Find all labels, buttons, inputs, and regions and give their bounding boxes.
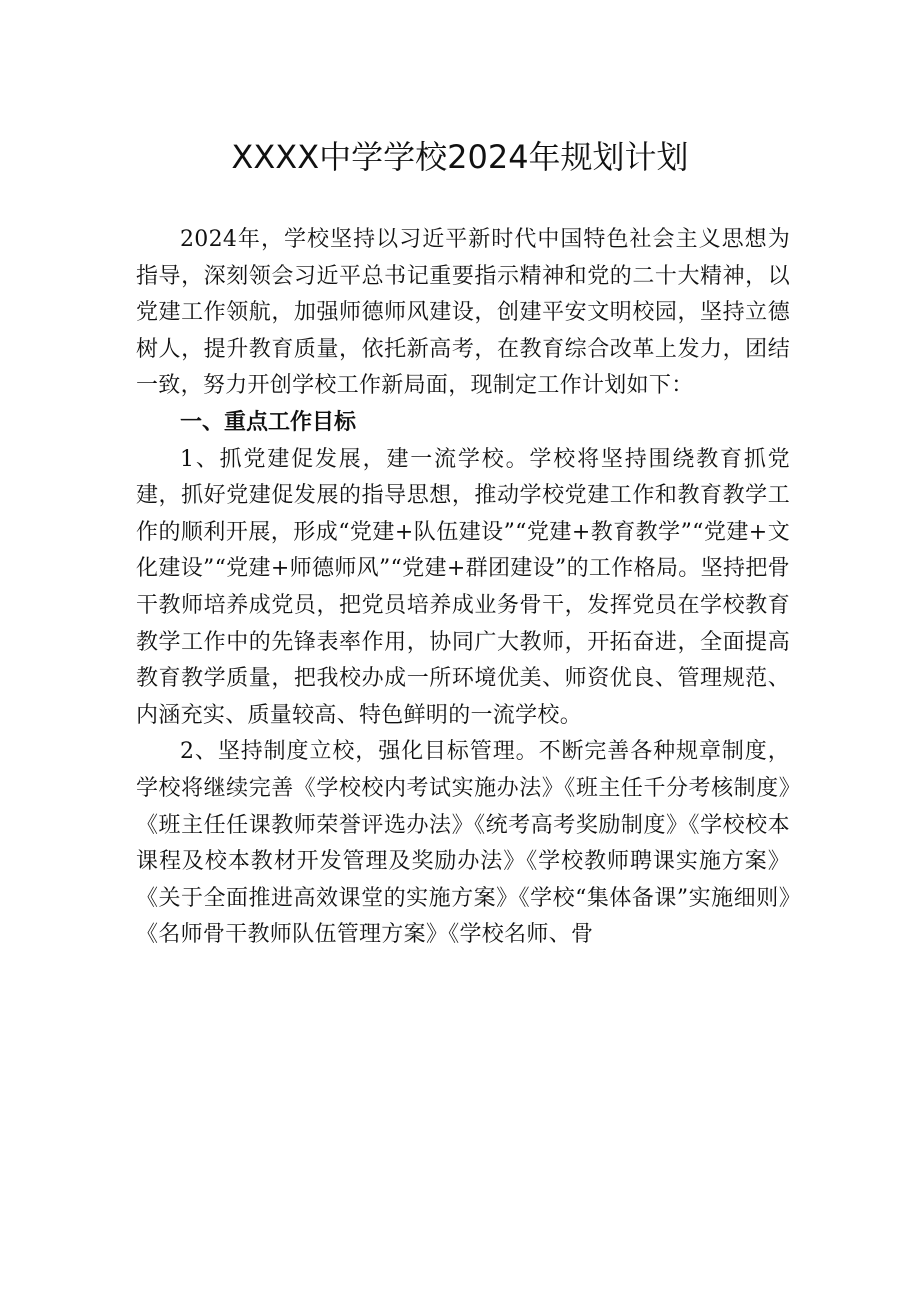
intro-paragraph: 2024年，学校坚持以习近平新时代中国特色社会主义思想为指导，深刻领会习近平总书记重要指示精神和党的二十大精神，以党建工作领航，加强师德师风建设，创建平安文明校园，坚持立德树人，提升教育质量，依托新高考，在教育综合改革上发力，团结一致，努力开创学校工作新局面，现制定工作计划如下： — [136, 227, 790, 399]
section-heading-1: 一、重点工作目标 — [180, 409, 357, 435]
document-body — [136, 222, 790, 954]
item-paragraph-1: 1、抓党建促发展，建一流学校。学校将坚持围绕教育抓党建，抓好党建促发展的指导思想，推动学校党建工作和教育教学工作的顺利开展，形成“党建+队伍建设”“党建+教育教学”“党建+文化建设”“党建+师德师风”“党建+群团建设”的工作格局。坚持把骨干教师培养成党员，把党员培养成业务骨干，发挥党员在学校教育教学工作中的先锋表率作用，协同广大教师，开拓奋进，全面提高教育教学质量，把我校办成一所环境优美、师资优良、管理规范、内涵充实、质量较高、特色鲜明的一流学校。 — [136, 446, 790, 728]
document-title: XXXX中学学校2024年规划计划 — [231, 138, 689, 177]
item-paragraph-2: 2、坚持制度立校，强化目标管理。不断完善各种规章制度，学校将继续完善《学校校内考试实施办法》《班主任千分考核制度》《班主任任课教师荣誉评选办法》《统考高考奖励制度》《学校校本课程及校本教材开发管理及奖励办法》《学校教师聘课实施方案》《关于全面推进高效课堂的实施方案》《学校“集体备课”实施细则》《名师骨干教师队伍管理方案》《学校名师、骨 — [136, 739, 790, 948]
